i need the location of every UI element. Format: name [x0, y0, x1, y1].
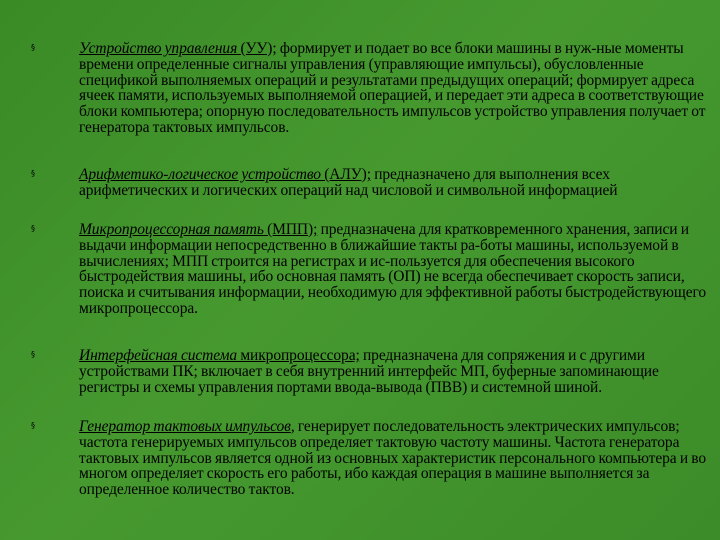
description-control-unit: формирует и подает во все блоки машины в нуж-ные моменты времени определенные сигналы управления (управляющие импульсы), обусловленные спецификой выполняемых операций и результатами предыдущих операций; формирует адреса ячеек памяти, используемых выполняемой операцией, и передает эти адреса в соответствующие блоки компьютера; опорную последовательность импульсов устройство управления получает от генератора тактовых импульсов. — [79, 40, 706, 136]
abbr-mpp: (МПП); — [263, 221, 318, 238]
description-alu: предназначено для выполнения всех арифметических и логических операций над числовой и символьной информацией — [79, 166, 618, 199]
description-mpp: предназначена для кратковременного хранения, записи и выдачи информации непосредственно в ближайшие такты ра-боты машины, используемой в вычислениях; МПП строится на регистрах и ис-пользуется для обеспечения высокого быстродействия машины, ибо основная память (ОП) не всегда обеспечивает скорость записи, поиска и считывания информации, необходимую для эффективной работы быстродействующего микропроцессора. — [79, 221, 707, 317]
bullet-icon: § — [31, 350, 35, 359]
term-mpp: Микропроцессорная память — [79, 221, 264, 238]
abbr-alu: (АЛУ); — [320, 166, 371, 183]
term-alu: Арифметико-логическое устройство — [79, 166, 321, 183]
description-clock-generator: , генерирует последовательность электрических импульсов; частота генерируемых импульсов определяет тактовую частоту машины. Частота генератора тактовых импульсов является одной из основных характеристик персонального компьютера и во многом определяет скорость его работы, ибо каждая операция в машине выполняется за определенное количество тактов. — [79, 418, 707, 499]
list-item-text — [79, 348, 711, 395]
list-item-text — [79, 419, 711, 498]
bullet-icon: § — [31, 169, 35, 178]
abbr-control-unit: (УУ); — [237, 40, 277, 57]
description-interface: предназначена для сопряжения и с другими устройствами ПК; включает в себя внутренний интерфейс МП, буферные запоминающие регистры и схемы управления портами ввода-вывода (ПВВ) и системной шиной. — [79, 347, 659, 396]
list-item-text — [79, 41, 711, 136]
bullet-icon: § — [31, 224, 35, 233]
term-clock-generator: Генератор тактовых импульсов — [79, 418, 291, 435]
term-interface: Интерфейсная система — [79, 347, 238, 364]
abbr-interface: микропроцессора; — [237, 347, 360, 364]
term-control-unit: Устройство управления — [79, 40, 238, 57]
bullet-icon: § — [31, 43, 35, 52]
list-item-text — [79, 222, 711, 317]
list-item-text — [79, 167, 711, 199]
bullet-icon: § — [31, 421, 35, 430]
